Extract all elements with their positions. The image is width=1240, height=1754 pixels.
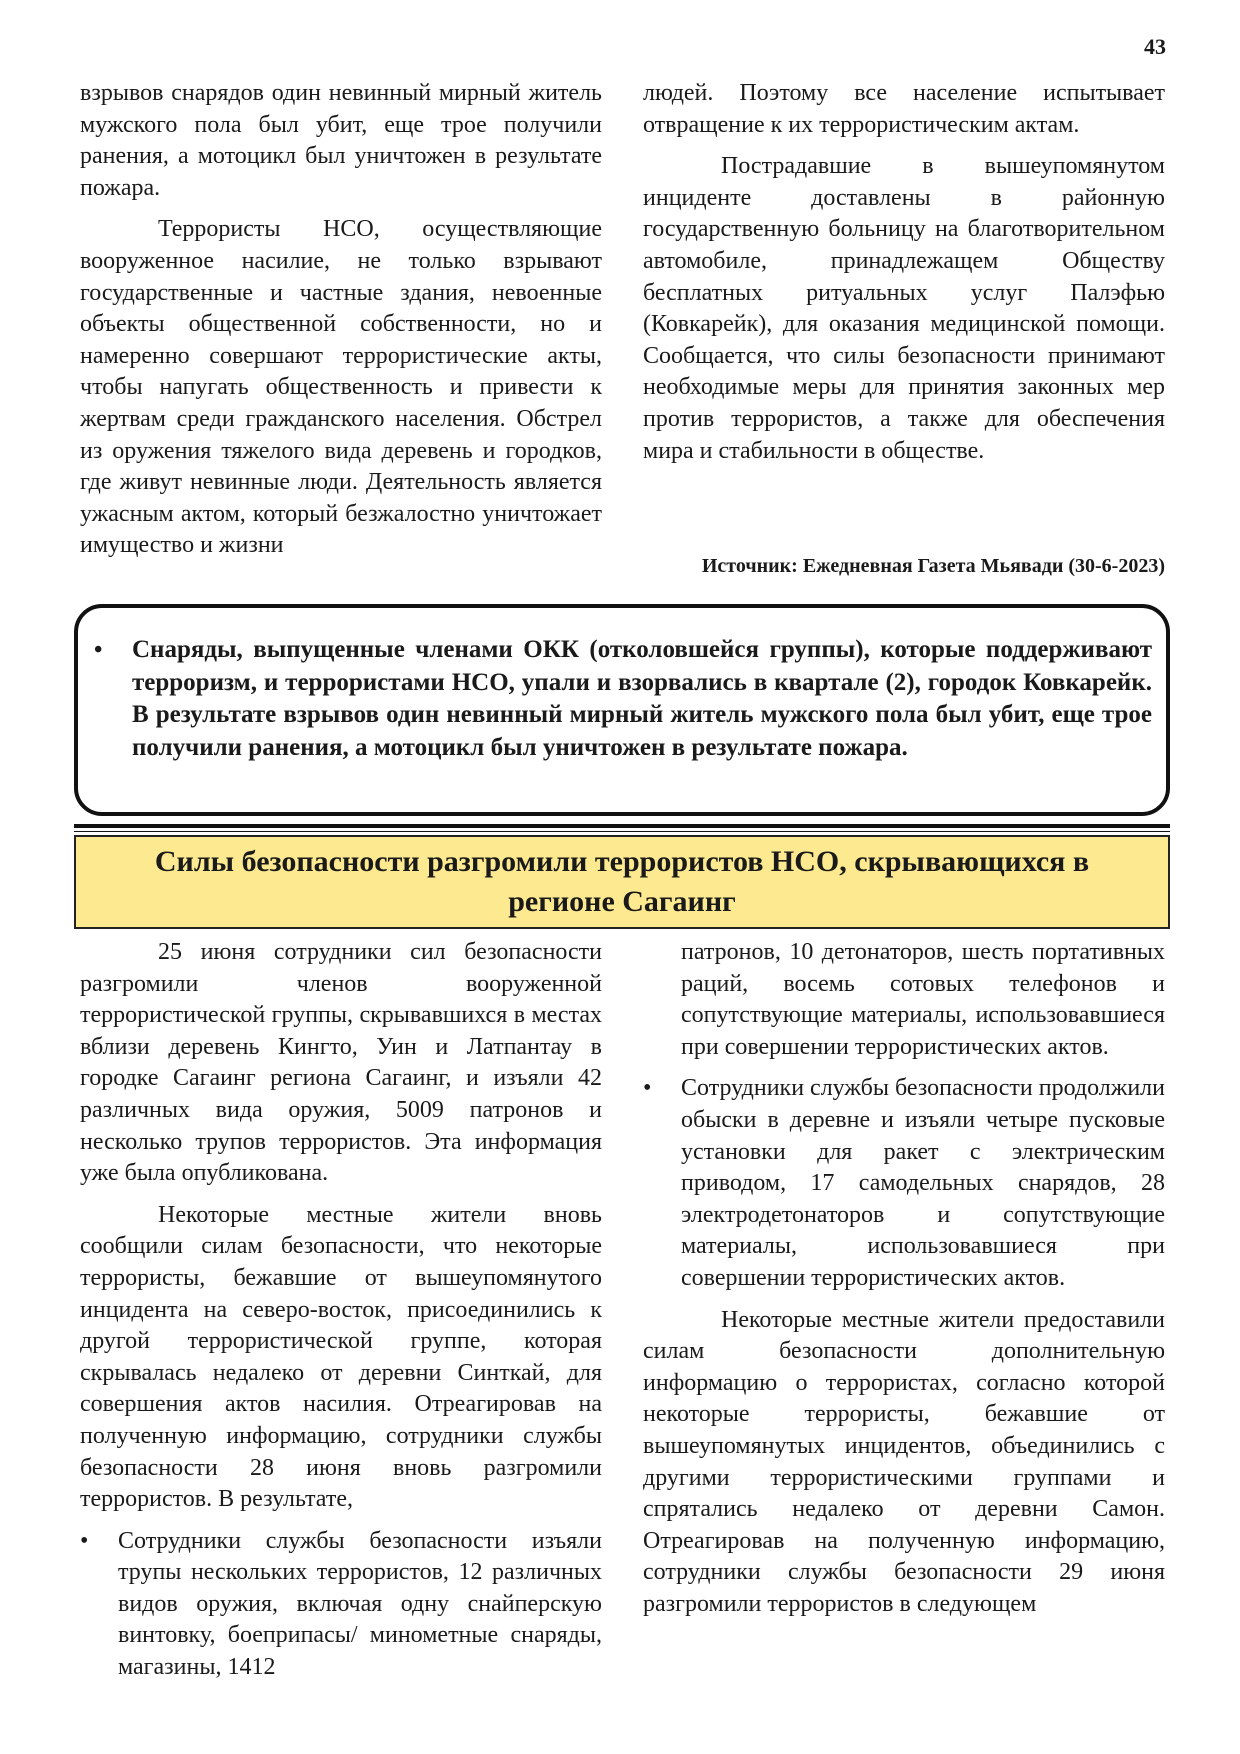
summary-box bbox=[74, 604, 1170, 816]
bullet-icon: • bbox=[94, 637, 103, 663]
article-right-column bbox=[643, 937, 1165, 1620]
seized-items-list bbox=[643, 1073, 1165, 1294]
body-paragraph: Пострадавшие в вышеупомянутом инциденте доставлены в районную государственную больницу на благотворительном автомобиле, принадлежащем Обществу бесплатных ритуальных услуг Палэфью (Ковкарейк), для оказания медицинской помощи. Сообщается, что силы безопасности принимают необходимые меры для принятия законных мер против террористов, а также для обеспечения мира и стабильности в обществе. bbox=[643, 153, 1165, 464]
top-left-column bbox=[80, 78, 602, 562]
list-item-text: Сотрудники службы безопасности продолжили обыски в деревне и изъяли четыре пусковые установки для ракет с электрическим приводом, 17 самодельных снарядов, 28 электродетонаторов и сопутствующие материалы, использовавшиеся при совершении террористических актов. bbox=[681, 1075, 1165, 1291]
summary-text: Снаряды, выпущенные членами ОКК (отколовшейся группы), которые поддерживают терроризм, и террористами НСО, упали и взорвались в квартале (2), городок Ковкарейк. В результате взрывов один невинный мирный житель мужского пола был убит, еще трое получили ранения, а мотоцикл был уничтожен в результате пожара. bbox=[132, 636, 1152, 761]
headline-banner bbox=[74, 835, 1170, 929]
section-divider-thin bbox=[74, 831, 1170, 832]
top-right-column bbox=[643, 78, 1165, 467]
list-item bbox=[643, 1073, 1165, 1294]
body-paragraph: людей. Поэтому все население испытывает отвращение к их террористическим актам. bbox=[643, 80, 1165, 138]
list-item bbox=[80, 1526, 602, 1684]
article-headline: Силы безопасности разгромили террористов НСО, скрывающихся в регионе Сагаинг bbox=[154, 845, 1090, 918]
section-divider bbox=[74, 824, 1170, 828]
list-item-text: Сотрудники службы безопасности изъяли трупы нескольких террористов, 12 различных видов оружия, включая одну снайперскую винтовку, боеприпасы/ минометные снаряды, магазины, 1412 bbox=[118, 1527, 602, 1681]
body-paragraph: Некоторые местные жители предоставили силам безопасности дополнительную информацию о террористах, согласно которой некоторые террористы, бежавшие от вышеупомянутых инцидентов, объединились с другими террористическими группами и спрятались недалеко от деревни Самон. Отреагировав на полученную информацию, сотрудники службы безопасности 29 июня разгромили террористов в следующем bbox=[643, 1306, 1165, 1617]
seized-items-list bbox=[80, 1526, 602, 1684]
bullet-icon: • bbox=[643, 1075, 652, 1102]
list-item-continued: патронов, 10 детонаторов, шесть портативных раций, восемь сотовых телефонов и сопутствующие материалы, использовавшиеся при совершении террористических актов. bbox=[681, 939, 1165, 1060]
body-paragraph: взрывов снарядов один невинный мирный житель мужского пола был убит, еще трое получили ранения, а мотоцикл был уничтожен в результате пожара. bbox=[80, 80, 602, 201]
summary-bullet-item bbox=[94, 634, 1152, 764]
body-paragraph: Террористы НСО, осуществляющие вооруженное насилие, не только взрывают государственные и частные здания, невоенные объекты общественной собственности, но и намеренно совершают террористические акты, чтобы напугать общественность и привести к жертвам среди гражданского населения. Обстрел из оружения тяжелого вида деревень и городков, где живут невинные люди. Деятельность является ужасным актом, который безжалостно уничтожает имущество и жизни bbox=[80, 216, 602, 559]
source-citation: Источник: Ежедневная Газета Мьявади (30-6-2023) bbox=[701, 555, 1165, 577]
bullet-icon: • bbox=[80, 1527, 89, 1554]
article-left-column bbox=[80, 937, 602, 1694]
body-paragraph: 25 июня сотрудники сил безопасности разгромили членов вооруженной террористической группы, скрывавшихся в местах вблизи деревень Кингто, Уин и Латпантау в городке Сагаинг региона Сагаинг, и изъяли 42 различных вида оружия, 5009 патронов и несколько трупов террористов. Эта информация уже была опубликована. bbox=[80, 939, 602, 1187]
page-number: 43 bbox=[1144, 34, 1166, 59]
body-paragraph: Некоторые местные жители вновь сообщили силам безопасности, что некоторые террористы, бежавшие от вышеупомянутого инцидента на северо-восток, присоединились к другой террористической группе, которая скрывалась недалеко от деревни Синткай, для совершения актов насилия. Отреагировав на полученную информацию, сотрудники службы безопасности 28 июня вновь разгромили террористов. В результате, bbox=[80, 1201, 602, 1513]
